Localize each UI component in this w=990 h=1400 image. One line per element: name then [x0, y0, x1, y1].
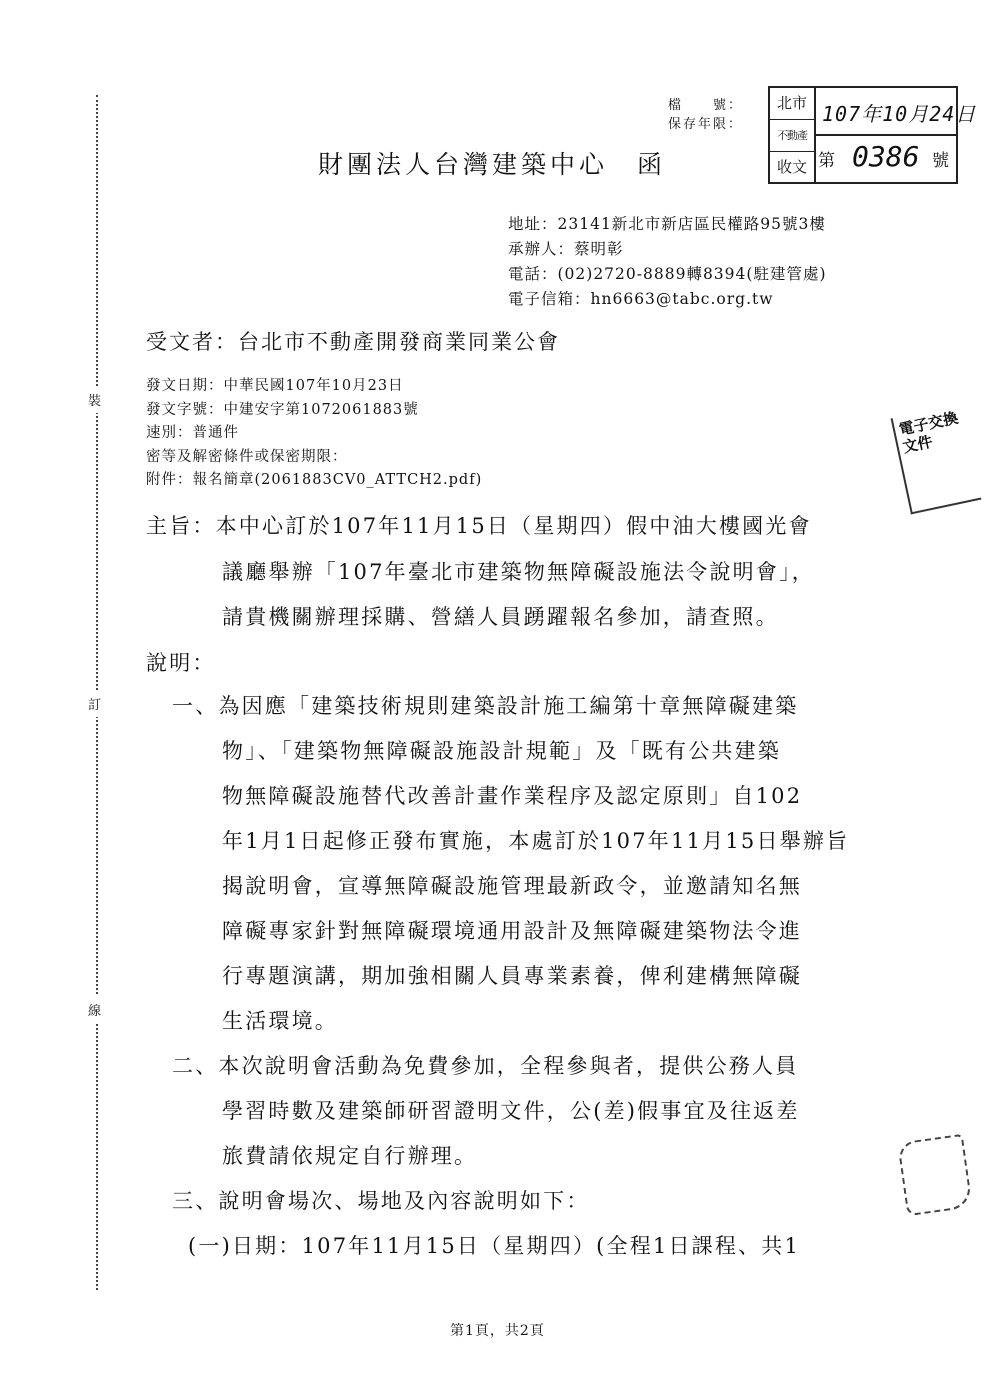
- sender-address: 地址：23141新北市新店區民權路95號3樓: [508, 215, 826, 233]
- secrecy-level: 密等及解密條件或保密期限：: [146, 448, 348, 465]
- explanation-heading: 說明：: [146, 651, 216, 675]
- reference-number: 發文字號：中建安字第1072061883號: [146, 401, 419, 418]
- item1-line-3: 物無障礙設施替代改善計畫作業程序及認定原則」自102: [222, 784, 803, 808]
- sender-phone: 電話：(02)2720-8889轉8394(駐建管處): [508, 265, 827, 283]
- subject-line-3: 請貴機關辦理採購、營繕人員踴躍報名參加，請查照。: [222, 605, 779, 629]
- urgency: 速別：普通件: [146, 425, 239, 441]
- receipt-stamp: [768, 86, 977, 184]
- stamp-org-top: 北市: [770, 88, 814, 120]
- electronic-exchange-stamp: 電子交換文件: [891, 404, 982, 515]
- stamp-org-mid: 不動產: [770, 120, 814, 152]
- document-meta: [146, 375, 482, 493]
- binding-mark-zhuang: 裝: [88, 386, 101, 413]
- item3-1-line: (一)日期：107年11月15日（星期四）(全程1日課程、共1: [188, 1234, 801, 1258]
- item1-line-4: 年1月1日起修正發布實施，本處訂於107年11月15日舉辦旨: [222, 829, 850, 853]
- sender-info: [508, 212, 827, 312]
- page-footer: 第1頁，共2頁: [450, 1323, 545, 1339]
- seal-mark: [897, 1134, 973, 1216]
- item2-line-1: 二、本次說明會活動為免費參加，全程參與者，提供公務人員: [172, 1054, 799, 1078]
- item1-line-8: 生活環境。: [222, 1009, 338, 1033]
- retention-period-label: 保存年限：: [668, 117, 744, 132]
- binding-mark-xian: 線: [88, 996, 101, 1023]
- item1-line-2: 物」、「建築物無障礙設施設計規範」及「既有公共建築: [222, 739, 781, 763]
- stamp-no-suffix: 號: [932, 151, 949, 171]
- item1-line-6: 障礙專家針對無障礙環境通用設計及無障礙建築物法令進: [222, 919, 802, 943]
- item1-line-5: 揭說明會，宣導無障礙設施管理最新政令，並邀請知名無: [222, 874, 802, 898]
- subject-line-1: 主旨：本中心訂於107年11月15日（星期四）假中油大樓國光會: [146, 514, 812, 538]
- item2-line-2: 學習時數及建築師研習證明文件，公(差)假事宜及往返差: [222, 1099, 800, 1123]
- subject-line-2: 議廳舉辦「107年臺北市建築物無障礙設施法令說明會」，: [222, 560, 815, 584]
- sender-contact: 承辦人：蔡明彰: [508, 240, 624, 258]
- binding-mark-ding: 訂: [88, 690, 101, 717]
- stamp-receipt-number: 0386: [852, 140, 920, 173]
- stamp-no-prefix: 第: [818, 151, 835, 171]
- issue-date: 發文日期：中華民國107年10月23日: [146, 378, 404, 394]
- recipient: 受文者：台北市不動產開發商業同業公會: [146, 330, 560, 354]
- file-number-label: 檔 號：: [668, 98, 744, 113]
- document-title: 財團法人台灣建築中心 函: [318, 150, 667, 179]
- stamp-date: 107年10月24日: [822, 102, 977, 126]
- sender-email: 電子信箱：hn6663@tabc.org.tw: [508, 290, 774, 308]
- stamp-org-bottom: 收文: [776, 158, 807, 176]
- item3-line: 三、說明會場次、場地及內容說明如下：: [172, 1189, 590, 1213]
- item1-line-1: 一、為因應「建築技術規則建築設計施工編第十章無障礙建築: [172, 694, 799, 718]
- attachment: 附件：報名簡章(2061883CV0_ATTCH2.pdf): [146, 472, 483, 488]
- item2-line-3: 旅費請依規定自行辦理。: [222, 1144, 478, 1168]
- item1-line-7: 行專題演講，期加強相關人員專業素養，俾利建構無障礙: [222, 964, 802, 988]
